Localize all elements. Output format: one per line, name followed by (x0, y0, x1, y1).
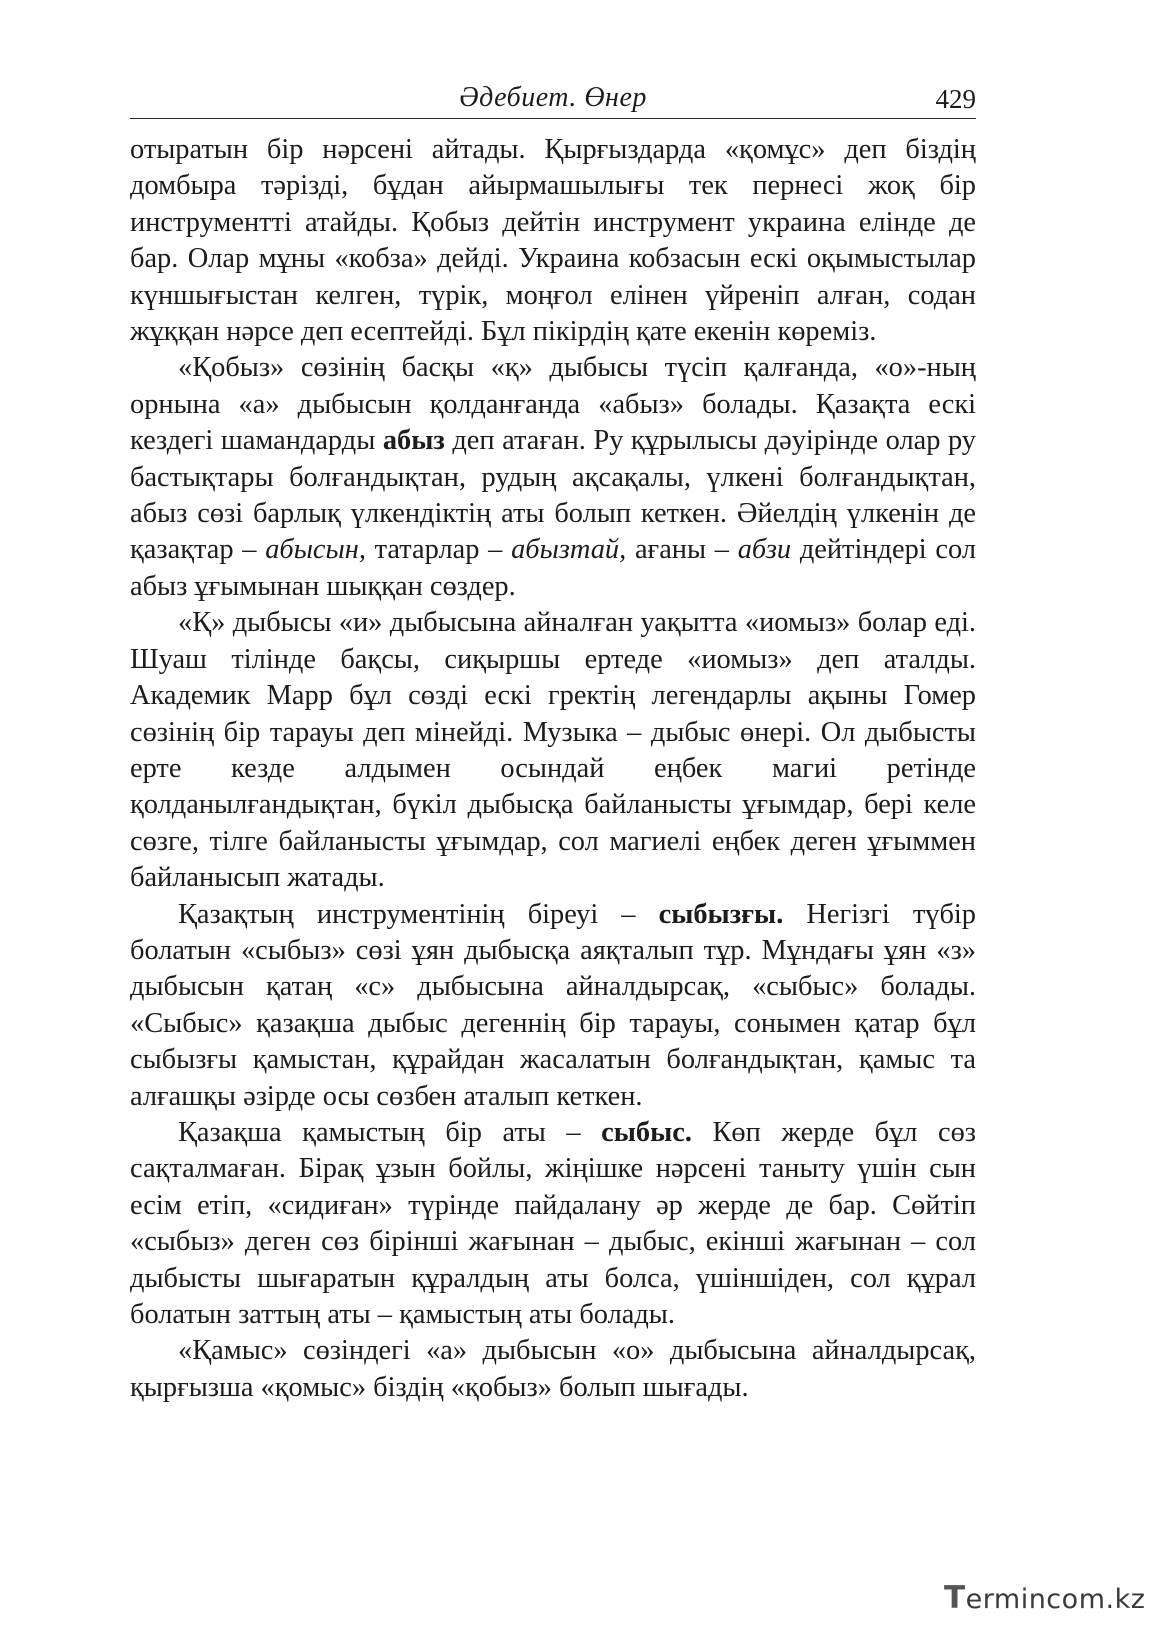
text-run: дейтіндері сол абыз ұғымынан шыққан сөздер. (130, 534, 976, 602)
paragraph (130, 132, 976, 350)
paragraph (130, 605, 976, 896)
paragraph (130, 1333, 976, 1406)
italic-term: абзи (737, 534, 792, 566)
body-text (130, 132, 976, 1406)
italic-term: абызтай, (511, 534, 627, 566)
text-run: отыратын бір нәрсені айтады. Қырғыздарда «қомұс» деп біздің домбыра тәрізді, бұдан айырмашылығы тек пернесі жоқ бір инструментті атайды. Қобыз дейтін инструмент украина елінде де бар. Олар мұны «кобза» дейді. Украина кобзасын ескі оқымыстылар күншығыстан келген, түрік, моңғол елінен үйреніп алған, содан жұққан нәрсе деп есептейді. Бұл пікірдің қате екенін көреміз. (130, 134, 976, 348)
text-run: Негізгі түбір болатын «сыбыз» сөзі ұян дыбысқа аяқталып тұр. Мұндағы ұян «з» дыбысын қатаң «с» дыбысына айналдырсақ, «сыбыс» болады. «Сыбыс» қазақша дыбыс дегеннің бір тарауы, сонымен қатар бұл сыбызғы қамыстан, құрайдан жасалатын болғандықтан, қамыс та алғашқы әзірде осы сөзбен аталып кеткен. (130, 898, 976, 1112)
bold-term: абыз (382, 425, 445, 457)
italic-term: абысын, (265, 534, 366, 566)
page-number: 429 (935, 84, 976, 114)
watermark-text-2: o (1061, 1584, 1079, 1615)
text-run: Көп жерде бұл сөз сақталмаған. Бірақ ұзын бойлы, жіңішке нәрсені таныту үшін сын есім етіп, «сидиған» түрінде пайдалану әр жерде де бар. Сөйтіп «сыбыз» деген сөз бірінші жағынан – дыбыс, екінші жағынан – сол дыбысты шығаратын құралдың аты болса, үшіншіден, сол құрал болатын заттың аты – қамыстың аты болады. (130, 1116, 976, 1330)
watermark-text-3: m.kz (1078, 1584, 1146, 1615)
bold-term: сыбызғы. (658, 898, 784, 930)
watermark-text-1: erminc (965, 1584, 1062, 1615)
paragraph (130, 350, 976, 605)
text-run: «Қобыз» сөзінің басқы «қ» дыбысы түсіп қалғанда, «о»-ның орнына «а» дыбысын қолданғанда «абыз» болады. Қазақта ескі кездегі шамандарды (130, 352, 976, 457)
bold-term: сыбыс. (601, 1116, 692, 1148)
paragraph (130, 1115, 976, 1333)
watermark-lead-letter: T (944, 1580, 966, 1616)
text-run: Қазақтың инструментінің біреуі – (178, 898, 659, 930)
text-run: «Қамыс» сөзіндегі «а» дыбысын «о» дыбысына айналдырсақ, қырғызша «қомыс» біздің «қобыз» болып шығады. (130, 1335, 976, 1403)
text-run: Қазақша қамыстың бір аты – (178, 1116, 602, 1148)
watermark-logo (944, 1580, 1144, 1624)
text-run: ағаны – (626, 534, 738, 566)
running-title: Әдебиет. Өнер (459, 82, 647, 113)
page-header (130, 80, 976, 119)
text-run: татарлар – (365, 534, 512, 566)
text-run: деп атаған. Ру құрылысы дәуірінде олар ру бастықтары болғандықтан, рудың ақсақалы, үлкені болғандықтан, абыз сөзі барлық үлкендіктің аты болып кеткен. Әйелдің үлкенін де қазақтар – (130, 425, 976, 566)
paragraph (130, 897, 976, 1115)
text-run: «Қ» дыбысы «и» дыбысына айналған уақытта «иомыз» болар еді. Шуаш тілінде бақсы, сиқыршы ертеде «иомыз» деп аталды. Академик Марр бұл сөзді ескі гректің легендарлы ақыны Гомер сөзінің бір тарауы деп мінейді. Музыка – дыбыс өнері. Ол дыбысты ерте кезде алдымен осындай еңбек магиі ретінде қолданылғандықтан, бүкіл дыбысқа байланысты ұғымдар, бері келе сөзге, тілге байланысты ұғымдар, сол магиелі еңбек деген ұғыммен байланысып жатады. (130, 607, 976, 894)
